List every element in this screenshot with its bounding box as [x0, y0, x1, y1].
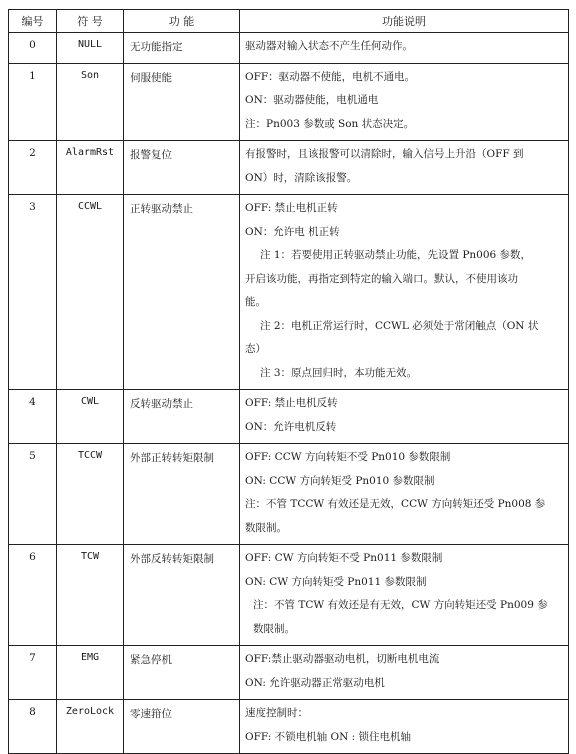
description-line: 速度控制时：: [245, 707, 308, 719]
row-description: [240, 390, 569, 444]
description-line: 数限制。: [253, 622, 295, 635]
row-number: 0: [9, 33, 57, 64]
row-number: 6: [9, 545, 57, 646]
row-symbol: CWL: [57, 390, 124, 444]
row-symbol: ZeroLock: [57, 700, 124, 754]
row-function: 外部正转转矩限制: [124, 444, 240, 545]
description-line: 注：不管 TCCW 有效还是无效，CCW 方向转矩还受 Pn008 参: [245, 498, 546, 510]
description-line: OFF: 不锁电机轴 ON : 锁住电机轴: [245, 730, 412, 743]
description-line: OFF:禁止驱动器驱动电机，切断电机电流: [245, 653, 440, 665]
description-line: OFF: 禁止电机反转: [245, 397, 338, 409]
description-line: 注：不管 TCW 有效还是有无效，CW 方向转矩还受 Pn009 参: [253, 599, 548, 611]
description-line: ON: 允许驱动器正常驱动电机: [245, 676, 385, 689]
description-line: 开启该功能，再指定到特定的输入端口。默认，不使用该功: [245, 272, 518, 285]
table-row: [9, 195, 569, 390]
table-row: [9, 33, 569, 64]
description-line: 态）: [245, 343, 266, 355]
header-number: 编号: [9, 10, 57, 33]
description-line: 驱动器对输入状态不产生任何动作。: [245, 40, 413, 52]
row-function: 紧急停机: [124, 646, 240, 700]
description-line: 注：Pn003 参数或 Son 状态决定。: [245, 117, 415, 130]
description-line: ON）时，清除该报警。: [245, 171, 358, 184]
row-description: [240, 545, 569, 646]
header-description: 功能说明: [240, 10, 569, 33]
description-line: OFF: 禁止电机正转: [245, 202, 338, 214]
description-line: 有报警时，且该报警可以清除时，输入信号上升沿（OFF 到: [245, 148, 524, 160]
row-function: 正转驱动禁止: [124, 195, 240, 390]
row-symbol: Son: [57, 63, 124, 141]
description-line: OFF：驱动器不使能，电机不通电。: [245, 70, 416, 83]
header-function: 功 能: [124, 10, 240, 33]
row-number: 7: [9, 646, 57, 700]
row-symbol: TCW: [57, 545, 124, 646]
row-description: [240, 700, 569, 754]
row-number: 4: [9, 390, 57, 444]
row-function: 零速箝位: [124, 700, 240, 754]
row-function: 报警复位: [124, 141, 240, 195]
table-row: [9, 646, 569, 700]
description-line: ON: CW 方向转矩受 Pn011 参数限制: [245, 575, 427, 588]
row-function: 反转驱动禁止: [124, 390, 240, 444]
description-line: 数限制。: [245, 521, 287, 534]
row-number: 8: [9, 700, 57, 754]
row-symbol: AlarmRst: [57, 141, 124, 195]
table-header-row: [9, 10, 569, 33]
table-row: [9, 444, 569, 545]
row-description: [240, 33, 569, 64]
row-description: [240, 444, 569, 545]
row-description: [240, 141, 569, 195]
row-number: 2: [9, 141, 57, 195]
row-symbol: TCCW: [57, 444, 124, 545]
description-line: ON: CCW 方向转矩受 Pn010 参数限制: [245, 474, 435, 487]
row-function: 外部反转转矩限制: [124, 545, 240, 646]
description-line: OFF: CW 方向转矩不受 Pn011 参数限制: [245, 552, 443, 564]
row-description: [240, 195, 569, 390]
table-row: [9, 545, 569, 646]
row-number: 5: [9, 444, 57, 545]
table-row: [9, 390, 569, 444]
description-line: 注 1：若要使用正转驱动禁止功能，先设置 Pn006 参数，: [260, 249, 532, 261]
row-function: 无功能指定: [124, 33, 240, 64]
row-number: 1: [9, 63, 57, 141]
row-function: 伺服使能: [124, 63, 240, 141]
row-description: [240, 63, 569, 141]
row-symbol: CCWL: [57, 195, 124, 390]
row-symbol: EMG: [57, 646, 124, 700]
row-number: 3: [9, 195, 57, 390]
description-line: OFF: CCW 方向转矩不受 Pn010 参数限制: [245, 451, 451, 463]
description-line: ON：允许电 机正转: [245, 225, 340, 238]
description-line: 注 2：电机正常运行时，CCWL 必须处于常闭触点（ON 状: [260, 319, 539, 332]
description-line: ON：允许电机反转: [245, 420, 337, 433]
row-description: [240, 646, 569, 700]
header-symbol: 符 号: [57, 10, 124, 33]
description-line: 能。: [245, 296, 266, 308]
table-row: [9, 141, 569, 195]
description-line: ON：驱动器使能，电机通电: [245, 94, 379, 106]
row-symbol: NULL: [57, 33, 124, 64]
table-row: [9, 700, 569, 754]
description-line: 注 3：原点回归时，本功能无效。: [260, 366, 418, 379]
function-table: [8, 9, 569, 754]
table-row: [9, 63, 569, 141]
